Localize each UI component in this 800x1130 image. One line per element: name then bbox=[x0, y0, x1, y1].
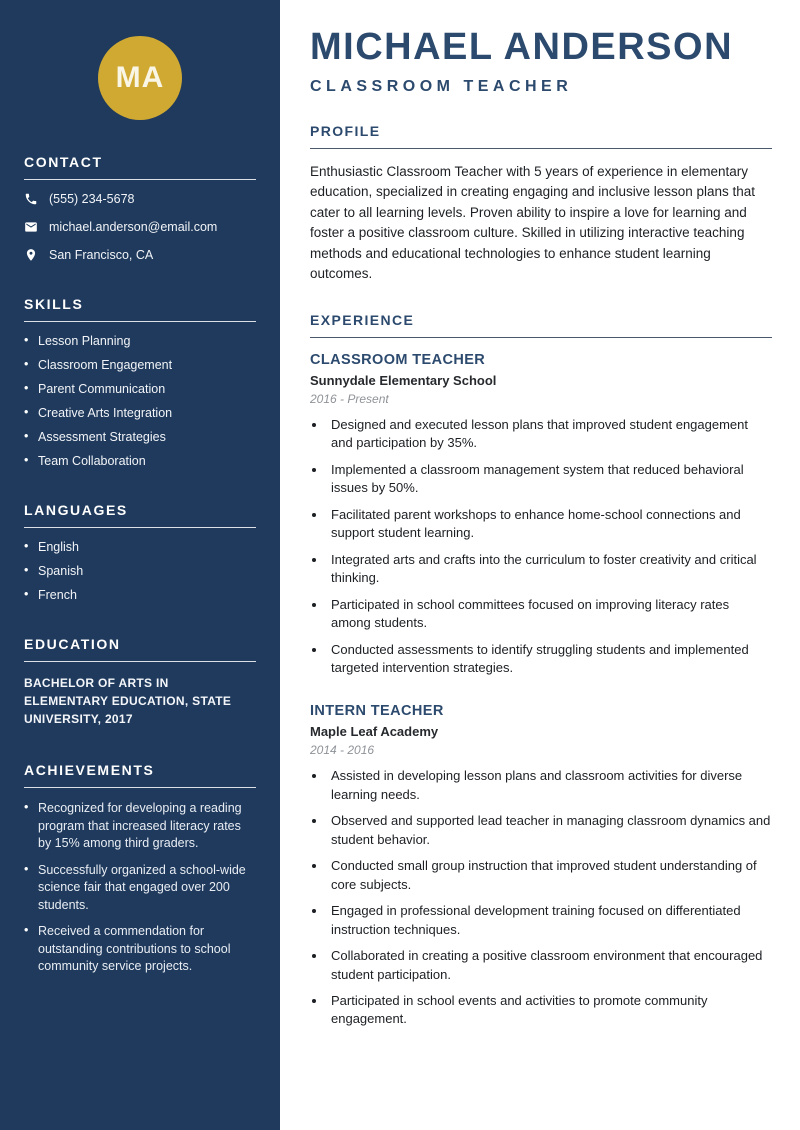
skill-item: • Parent Communication bbox=[24, 382, 256, 396]
email-icon bbox=[24, 220, 38, 234]
language-item: • Spanish bbox=[24, 564, 256, 578]
job-bullet: • Integrated arts and crafts into the curriculum to foster creativity and critical thinking. bbox=[327, 551, 772, 588]
contact-section-title: CONTACT bbox=[24, 154, 256, 180]
contact-item-text: San Francisco, CA bbox=[49, 248, 154, 262]
job-bullet: • Engaged in professional development training focused on differentiated instruction techniques. bbox=[327, 902, 772, 939]
contact-section bbox=[24, 154, 256, 262]
skills-section-title: SKILLS bbox=[24, 296, 256, 322]
job-title: INTERN TEACHER bbox=[310, 703, 444, 720]
job-company: Sunnydale Elementary School bbox=[310, 372, 497, 388]
contact-item bbox=[24, 192, 256, 206]
skills-list bbox=[24, 334, 256, 468]
languages-list bbox=[24, 540, 256, 602]
main-column bbox=[280, 0, 800, 1130]
job-entry bbox=[310, 352, 772, 677]
location-icon bbox=[24, 248, 38, 262]
skill-item: • Team Collaboration bbox=[24, 454, 256, 468]
experience-section-title: EXPERIENCE bbox=[310, 312, 772, 338]
skill-item: • Assessment Strategies bbox=[24, 430, 256, 444]
skill-item: • Classroom Engagement bbox=[24, 358, 256, 372]
job-title: CLASSROOM TEACHER bbox=[310, 351, 486, 368]
job-bullets bbox=[310, 767, 772, 1028]
job-bullet: • Observed and supported lead teacher in managing classroom dynamics and student behavior. bbox=[327, 812, 772, 849]
achievement-item: • Received a commendation for outstanding contributions to school community service projects. bbox=[24, 923, 256, 976]
profile-section-title: PROFILE bbox=[310, 123, 772, 149]
job-company: Maple Leaf Academy bbox=[310, 724, 439, 740]
job-dates: 2014 - 2016 bbox=[310, 743, 375, 758]
skills-section bbox=[24, 296, 256, 468]
candidate-role: CLASSROOM TEACHER bbox=[310, 77, 573, 95]
job-bullet: • Collaborated in creating a positive classroom environment that encouraged student participation. bbox=[327, 947, 772, 984]
candidate-name: MICHAEL ANDERSON bbox=[310, 26, 734, 68]
language-item: • English bbox=[24, 540, 256, 554]
experience-list bbox=[310, 352, 772, 1029]
sidebar bbox=[0, 0, 280, 1130]
skill-item: • Lesson Planning bbox=[24, 334, 256, 348]
achievement-item: • Recognized for developing a reading program that increased literacy rates by 15% among third graders. bbox=[24, 800, 256, 853]
education-section bbox=[24, 636, 256, 728]
skill-item: • Creative Arts Integration bbox=[24, 406, 256, 420]
languages-section bbox=[24, 502, 256, 602]
languages-section-title: LANGUAGES bbox=[24, 502, 256, 528]
job-bullet: • Designed and executed lesson plans that improved student engagement and participation by 35%. bbox=[327, 416, 772, 453]
job-bullet: • Assisted in developing lesson plans and classroom activities for diverse learning needs. bbox=[327, 767, 772, 804]
education-degree: BACHELOR OF ARTS IN ELEMENTARY EDUCATION, STATE UNIVERSITY, 2017 bbox=[24, 676, 232, 726]
contact-item-text: (555) 234-5678 bbox=[49, 192, 135, 206]
profile-text: Enthusiastic Classroom Teacher with 5 years of experience in elementary education, specialized in creating engaging and inclusive lesson plans that cater to all learning levels. Proven ability to inspire a love for learning and foster a positive classroom culture. Skilled in utilizing interactive teaching methods and educational technologies to enhance student learning outcomes. bbox=[310, 163, 756, 282]
job-bullet: • Participated in school committees focused on improving literacy rates among students. bbox=[327, 596, 772, 633]
job-bullets bbox=[310, 416, 772, 677]
job-dates: 2016 - Present bbox=[310, 391, 389, 406]
job-bullet: • Conducted small group instruction that improved student understanding of core subjects. bbox=[327, 857, 772, 894]
job-bullet: • Conducted assessments to identify struggling students and implemented targeted intervention strategies. bbox=[327, 641, 772, 678]
contact-item-text: michael.anderson@email.com bbox=[49, 220, 218, 234]
job-bullet: • Participated in school events and activities to promote community engagement. bbox=[327, 992, 772, 1029]
contact-item bbox=[24, 220, 256, 234]
achievements-section-title: ACHIEVEMENTS bbox=[24, 762, 256, 788]
language-item: • French bbox=[24, 588, 256, 602]
achievements-section bbox=[24, 762, 256, 976]
contact-item bbox=[24, 248, 256, 262]
contact-list bbox=[24, 192, 256, 262]
education-section-title: EDUCATION bbox=[24, 636, 256, 662]
achievements-list bbox=[24, 800, 256, 976]
job-entry bbox=[310, 703, 772, 1028]
avatar-initials: MA bbox=[115, 61, 165, 94]
avatar bbox=[98, 36, 182, 120]
job-bullet: • Implemented a classroom management system that reduced behavioral issues by 50%. bbox=[327, 461, 772, 498]
phone-icon bbox=[24, 192, 38, 206]
job-bullet: • Facilitated parent workshops to enhance home-school connections and support student learning. bbox=[327, 506, 772, 543]
achievement-item: • Successfully organized a school-wide science fair that engaged over 200 students. bbox=[24, 862, 256, 915]
